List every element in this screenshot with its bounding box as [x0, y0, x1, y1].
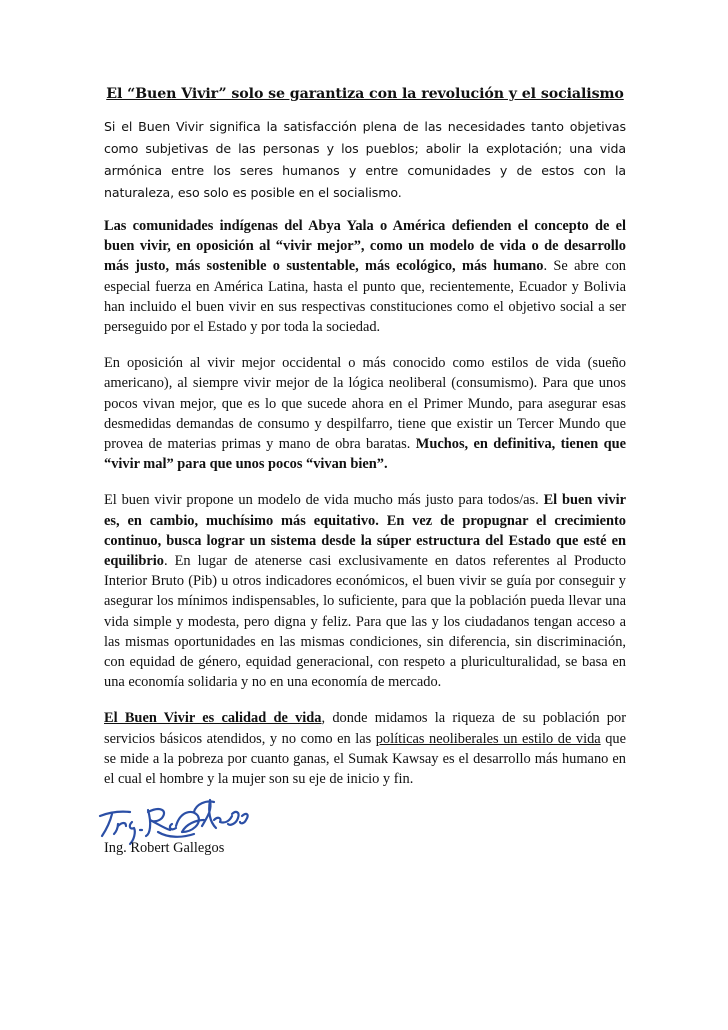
paragraph-5-text-1: , donde midamos la riqueza de su población por servicios básicos atendidos, y no como en las	[104, 710, 626, 747]
paragraph-5	[104, 708, 626, 789]
paragraph-4	[104, 490, 626, 692]
document-page	[104, 86, 626, 805]
document-title: El “Buen Vivir” solo se garantiza con la revolución y el socialismo	[106, 86, 624, 102]
paragraph-4-bold: El buen vivir es, en cambio, muchísimo más equitativo. En vez de propugnar el crecimiento continuo, busca lograr un sistema desde la súper estructura del Estado que esté en equilibrio	[104, 492, 626, 570]
paragraph-2-bold: Las comunidades indígenas del Abya Yala o América defienden el concepto de el buen vivir, en oposición al “vivir mejor”, como un modelo de vida o de desarrollo más justo, más sostenible o sustentable, más ecológico, más humano	[104, 218, 626, 275]
paragraph-5-underlined: políticas neoliberales un estilo de vida	[375, 730, 601, 747]
paragraph-4-text-2: . En lugar de atenerse casi exclusivamente en datos referentes al Producto Interior Bruto (Pib) u otros indicadores económicos, el buen vivir se guía por conseguir y asegurar los mínimos indispensables, lo suficiente, para que la población pueda llevar una vida simple y modesta, pero digna y feliz. Para que las y los ciudadanos tengan acceso a las mismas oportunidades en las mismas condiciones, sin diferencia, sin discriminación, con equidad de género, equidad generacional, con respeto a pluriculturalidad, se basa en una economía solidaria y no en una economía de mercado.	[104, 553, 626, 691]
paragraph-3-text: En oposición al vivir mejor occidental o más conocido como estilos de vida (sueño americano), al siempre vivir mejor de la lógica neoliberal (consumismo). Para que unos pocos vivan mejor, que es lo que sucede ahora en el Primer Mundo, para asegurar esas desmedidas demandas de consumo y despilfarro, tiene que existir un Tercer Mundo que provea de materias primas y mano de obra baratas.	[104, 355, 626, 453]
paragraph-5-bold-underlined: El Buen Vivir es calidad de vida	[104, 710, 322, 727]
paragraph-2	[104, 216, 626, 337]
paragraph-3	[104, 353, 626, 474]
signature-name: Ing. Robert Gallegos	[104, 840, 225, 856]
paragraph-1: Si el Buen Vivir significa la satisfacción plena de las necesidades tanto objetivas como subjetivas de las personas y los pueblos; abolir la explotación; una vida armónica entre los seres humanos y entre comunidades y de estos con la naturaleza, eso solo es posible en el socialismo.	[104, 119, 626, 200]
paragraph-3-bold: Muchos, en definitiva, tienen que “vivir mal” para que unos pocos “vivan bien”.	[104, 436, 626, 473]
paragraph-2-text: . Se abre con especial fuerza en América Latina, hasta el punto que, recientemente, Ecuador y Bolivia han incluido el buen vivir en sus respectivas constituciones como el objetivo social a ser perseguido por el Estado y por toda la sociedad.	[104, 258, 626, 336]
paragraph-4-text-1: El buen vivir propone un modelo de vida mucho más justo para todos/as.	[104, 492, 544, 509]
paragraph-5-text-2: que se mide a la pobreza por cuanto ganas, el Sumak Kawsay es el desarrollo más humano en el cual el hombre y la mujer son su eje de inicio y fin.	[104, 730, 626, 788]
